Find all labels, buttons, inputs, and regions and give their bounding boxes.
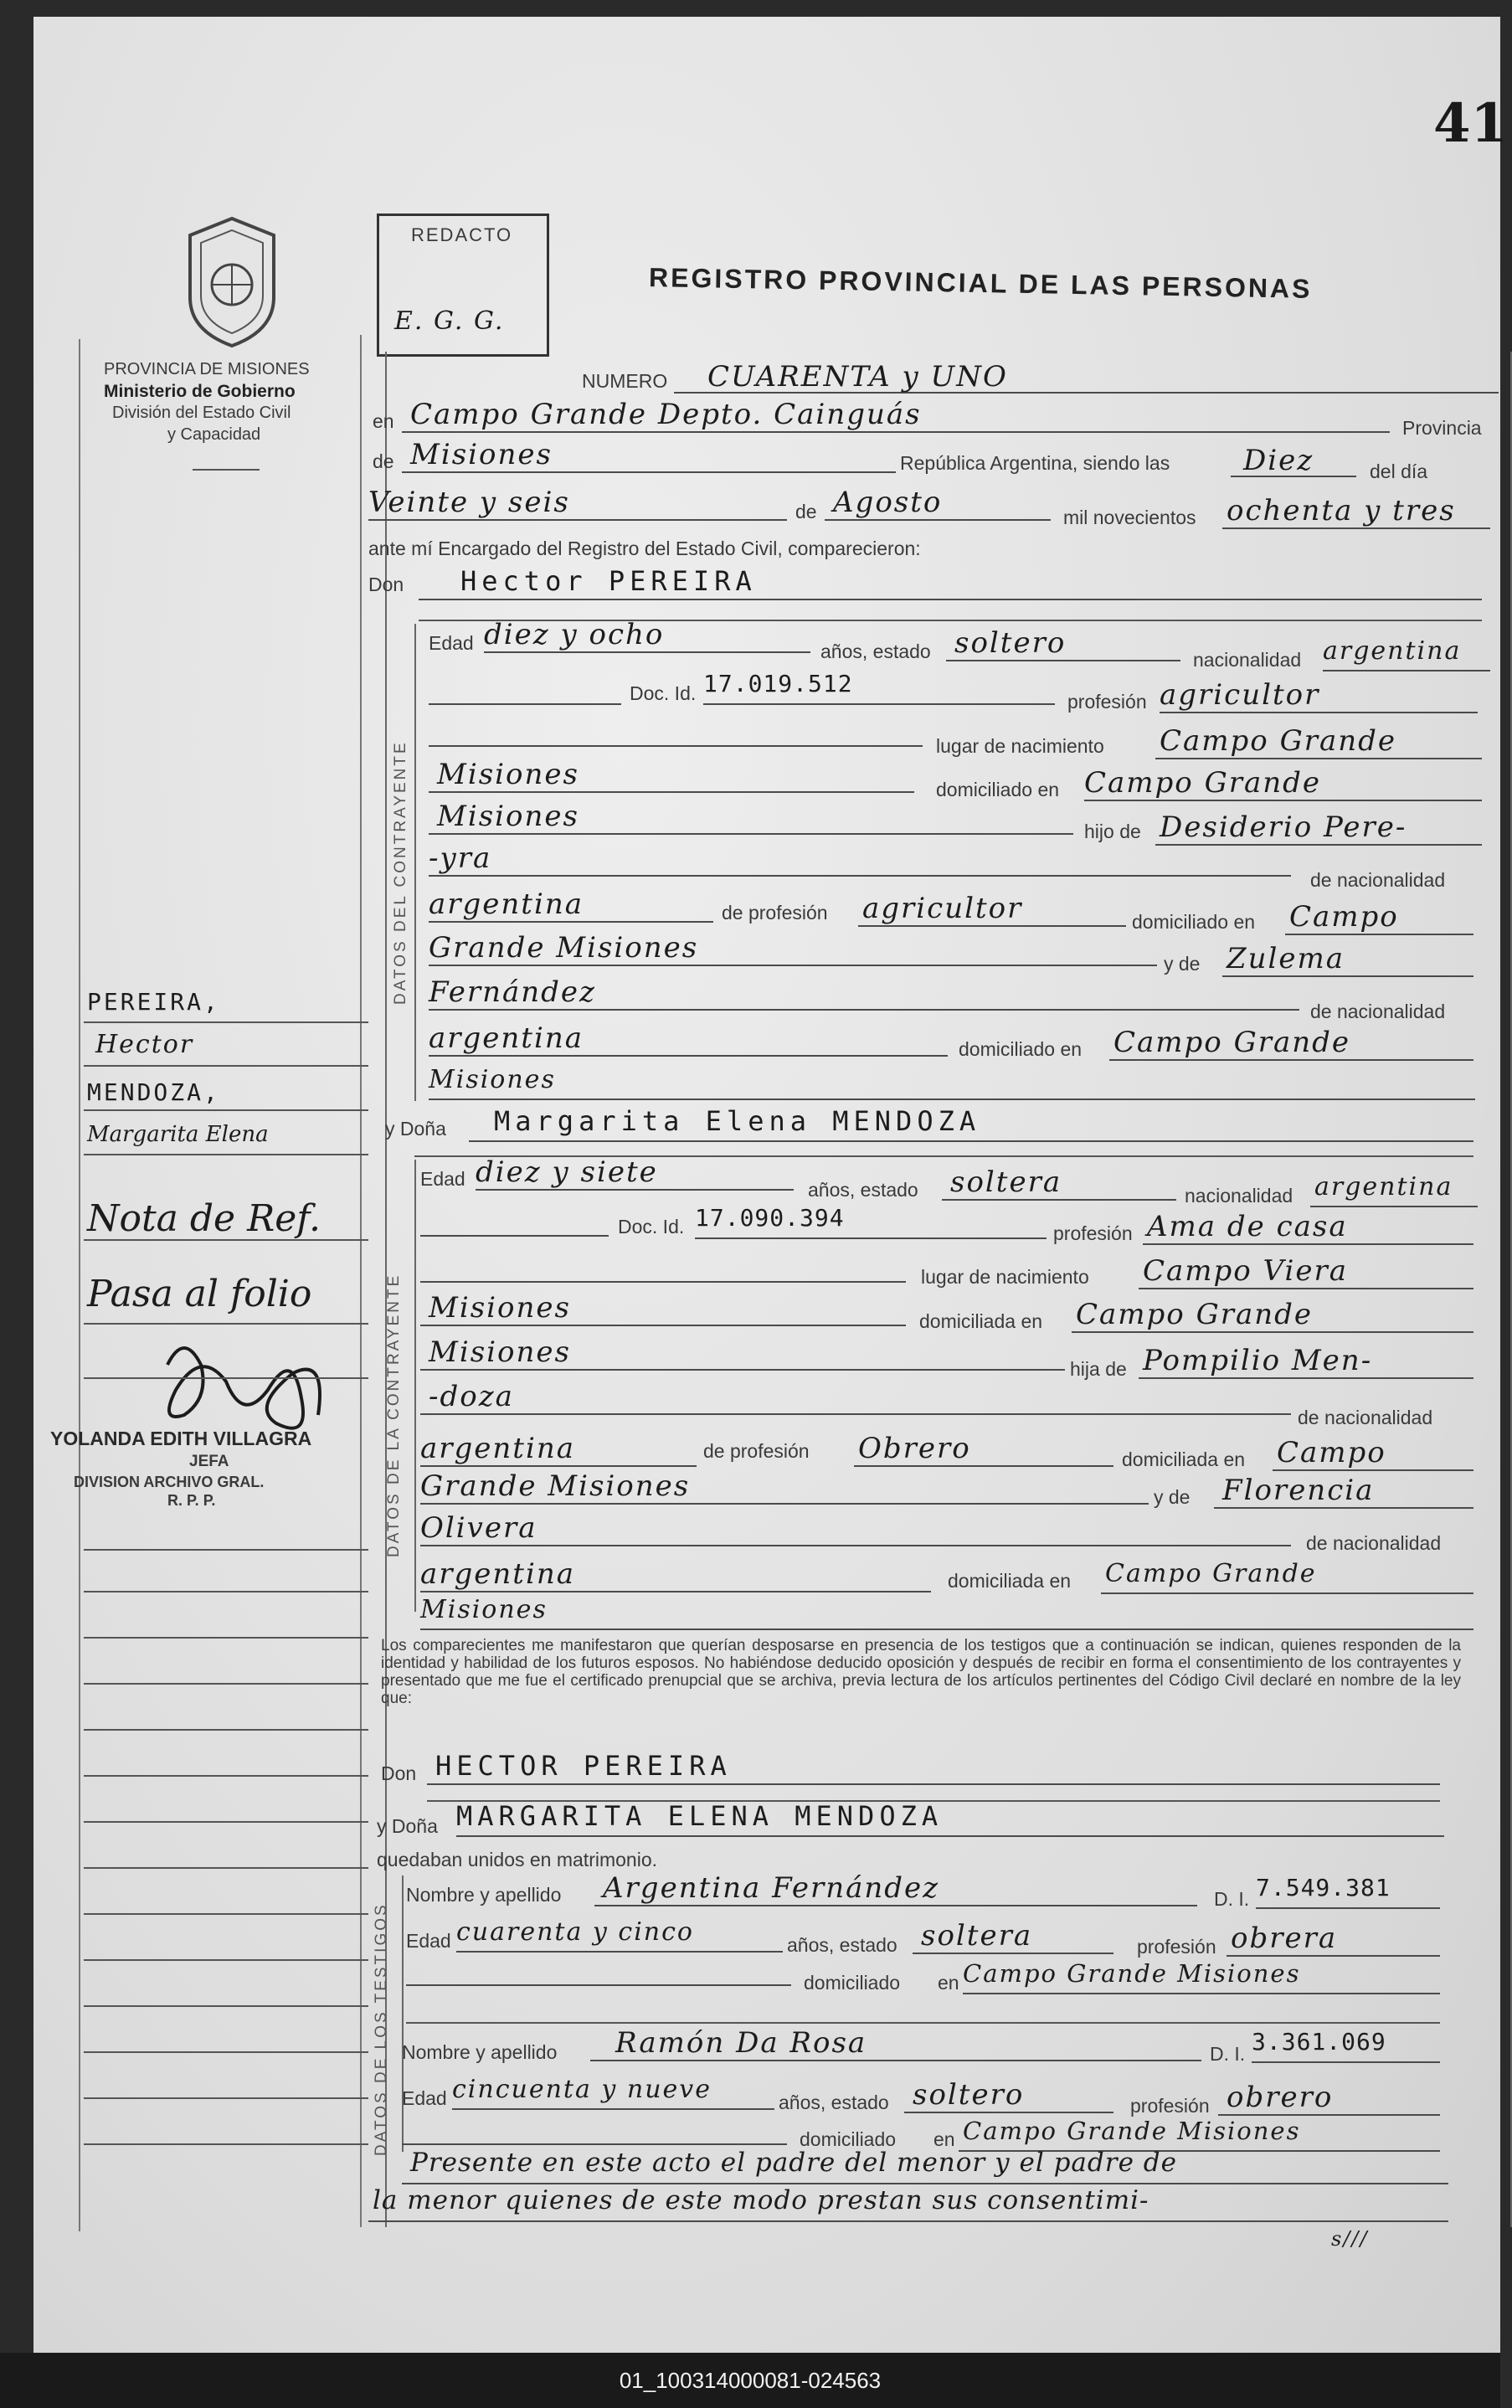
doc1-value: 17.019.512	[703, 670, 853, 697]
dom1b-field	[429, 800, 1073, 835]
ministry-rule	[193, 469, 260, 471]
profesion-label-2: profesión	[1053, 1222, 1133, 1244]
lugar-nac1-value: Campo Grande	[1160, 724, 1397, 758]
lugar-field	[402, 398, 1390, 433]
t1-prof-value: obrera	[1231, 1922, 1338, 1955]
t2-dom-blank	[402, 2118, 787, 2145]
t1-edad-value: cuarenta y cinco	[456, 1917, 694, 1947]
ministry-capacity: y Capacidad	[167, 425, 261, 444]
madre2-nac-value: argentina	[420, 1557, 576, 1591]
ante-label: ante mí Encargado del Registro del Estado Civil, comparecieron:	[368, 538, 921, 559]
nacionalidad-label: nacionalidad	[1193, 649, 1302, 671]
padre1-domb-field	[429, 931, 1157, 966]
margin-line	[84, 2051, 368, 2053]
y-dona-final-label: y Doña	[377, 1815, 438, 1837]
hija-de-label: hija de	[1070, 1358, 1127, 1380]
padre1-value: Desiderio Pere-	[1160, 810, 1407, 844]
lugar-nac2b-field	[420, 1291, 906, 1326]
t2-di-field	[1252, 2028, 1440, 2063]
dom2-value: Campo Grande	[1076, 1298, 1314, 1331]
madre1-dom-field	[1109, 1026, 1473, 1061]
page-number: 41	[1433, 92, 1509, 155]
mil-label: mil novecientos	[1063, 507, 1196, 528]
de-profesion-label: de profesión	[722, 902, 828, 924]
prof1-field	[1160, 678, 1478, 713]
t2-edad-value: cincuenta y nueve	[452, 2075, 712, 2104]
signer-role: JEFA	[189, 1453, 229, 1470]
continua-mark: s///	[1331, 2227, 1369, 2251]
provincia-field	[402, 438, 896, 473]
lugar-nac2-blank	[420, 1256, 906, 1283]
de-nacionalidad-label-4: de nacionalidad	[1306, 1532, 1442, 1554]
edad1-field	[484, 618, 810, 653]
quedaban-label: quedaban unidos en matrimonio.	[377, 1849, 658, 1870]
madre1-nac-value: argentina	[429, 1021, 584, 1055]
de-nacionalidad-label-3: de nacionalidad	[1298, 1407, 1433, 1428]
lugar-nac2-field	[1139, 1254, 1473, 1289]
t1-dom-field	[963, 1959, 1440, 1994]
edad-label-t1: Edad	[406, 1930, 451, 1952]
en-label-t1: en	[938, 1972, 959, 1994]
dom2b-field	[420, 1335, 1065, 1371]
de-mes-label: de	[795, 501, 817, 522]
del-dia-label: del día	[1370, 461, 1428, 482]
coat-of-arms-seal	[177, 214, 286, 352]
edad-label-2: Edad	[420, 1168, 465, 1190]
t2-di-value: 3.361.069	[1252, 2028, 1386, 2056]
nota-line-1-text: Presente en este acto el padre del menor y el padre de	[410, 2148, 1177, 2178]
mes-field	[825, 486, 1051, 521]
provincia-value: Misiones	[410, 438, 553, 471]
testigos-bracket	[402, 1875, 404, 2152]
don-final-value: HECTOR PEREIRA	[435, 1750, 732, 1782]
numero-field	[674, 360, 1499, 394]
nombre-apellido-label: Nombre y apellido	[406, 1884, 562, 1906]
dom2-field	[1072, 1298, 1473, 1333]
don-label: Don	[368, 574, 404, 595]
t1-di-field	[1256, 1874, 1440, 1909]
lugar-nac-label: lugar de nacimiento	[936, 735, 1104, 757]
margin-note-folio: Pasa al folio	[87, 1273, 312, 1315]
document-page	[33, 17, 1509, 2353]
don-field	[419, 565, 1482, 600]
margin-line	[84, 1154, 368, 1155]
padre1-domb-value: Grande Misiones	[429, 931, 699, 965]
domiciliada-en-label-2: domiciliada en	[1122, 1448, 1246, 1470]
t1-dom-value: Campo Grande Misiones	[963, 1959, 1301, 1988]
profesion-label: profesión	[1067, 691, 1147, 713]
profesion-label-t1: profesión	[1137, 1936, 1216, 1958]
margin-line	[84, 1775, 368, 1777]
margin-line	[84, 1323, 368, 1325]
de-profesion-label-2: de profesión	[703, 1440, 810, 1462]
margin-line	[84, 1591, 368, 1592]
dia-value: Veinte y seis	[368, 486, 570, 519]
y-de-label-2: y de	[1154, 1486, 1191, 1508]
don-final-label: Don	[381, 1762, 417, 1784]
t2-estado-field	[904, 2078, 1113, 2113]
padre1b-field	[429, 841, 1291, 877]
padre1-nac-field	[429, 888, 713, 923]
edad2-field	[476, 1155, 794, 1191]
margin-line	[84, 2005, 368, 2007]
t2-nombre-field	[590, 2026, 1201, 2061]
padre1-prof-field	[858, 892, 1126, 927]
padre2-prof-field	[854, 1432, 1113, 1467]
madre2b-field	[420, 1511, 1291, 1546]
padre2-dom-value: Campo	[1277, 1436, 1386, 1469]
margin-note-ref: Nota de Ref.	[87, 1197, 321, 1240]
datos-testigos-label: DATOS DE LOS TESTIGOS	[373, 1902, 390, 2156]
document-title: REGISTRO PROVINCIAL DE LAS PERSONAS	[648, 262, 1313, 304]
padre2-domb-field	[420, 1469, 1149, 1505]
t1-nombre-field	[594, 1871, 1197, 1906]
y-de-label: y de	[1164, 953, 1201, 975]
anos-estado-label-2: años, estado	[808, 1179, 918, 1201]
legal-paragraph: Los comparecientes me manifestaron que querían desposarse en presencia de los testigos que a continuación se indican, quienes responden de la identidad y habilidad de los futuros esposos. No habiéndose deducido oposición y después de recibir en forma el consentimiento de los contrayentes y presentado que me fue el certificado prenupcial que se archiva, previa lectura de los artículos pertinentes del Código Civil declaré en nombre de la ley que:	[381, 1637, 1461, 1707]
nacionalidad-label-2: nacionalidad	[1185, 1185, 1293, 1207]
hora-field	[1231, 444, 1356, 477]
margin-line	[84, 1377, 368, 1379]
madre1-nac-field	[429, 1021, 948, 1057]
t1-prof-field	[1227, 1922, 1440, 1957]
madre2b-value: Olivera	[420, 1511, 537, 1545]
t2-prof-field	[1218, 2081, 1440, 2116]
madre1-field	[1222, 942, 1473, 977]
margin-surname-1: PEREIRA,	[87, 988, 220, 1016]
padre2-domb-value: Grande Misiones	[420, 1469, 691, 1503]
madre2-dom-field	[1101, 1559, 1473, 1594]
padre1-dom-value: Campo	[1289, 900, 1399, 934]
contrayenta-bracket	[414, 1160, 416, 1612]
domiciliado-label-t2: domiciliado	[800, 2128, 897, 2150]
madre2-nac-field	[420, 1557, 931, 1592]
dom1-value: Campo Grande	[1084, 766, 1322, 800]
doc-label-2: Doc. Id.	[618, 1216, 685, 1237]
datos-contrayente-label: DATOS DEL CONTRAYENTE	[392, 740, 409, 1005]
republica-label: República Argentina, siendo las	[900, 452, 1170, 474]
margin-name-1: Hector	[95, 1030, 194, 1059]
en-label-t2: en	[933, 2128, 955, 2150]
margin-rule-right	[360, 335, 362, 2227]
margin-line	[84, 1729, 368, 1731]
estado2-value: soltera	[950, 1165, 1062, 1199]
padre1b-value: -yra	[429, 841, 492, 875]
signer-name: YOLANDA EDITH VILLAGRA	[50, 1428, 312, 1449]
madre2-domb-field	[420, 1595, 1473, 1630]
en-label: en	[373, 410, 394, 432]
t1-edad-field	[456, 1917, 783, 1953]
hijo-de-label: hijo de	[1084, 821, 1141, 842]
dona-field	[469, 1105, 1473, 1142]
margin-rule-left	[79, 339, 80, 2231]
domiciliado-label-t1: domiciliado	[804, 1972, 901, 1994]
profesion-label-t2: profesión	[1130, 2095, 1210, 2117]
mes-value: Agosto	[833, 486, 943, 519]
margin-line	[84, 1637, 368, 1639]
lugar-nac1-blank	[429, 720, 923, 747]
t1-estado-value: soltera	[921, 1919, 1033, 1953]
edad2-value: diez y siete	[476, 1155, 658, 1189]
redacto-stamp	[377, 214, 549, 357]
nota-line-2	[368, 2185, 1448, 2222]
anos-estado-label-t2: años, estado	[779, 2092, 889, 2113]
de-nacionalidad-label-2: de nacionalidad	[1310, 1001, 1446, 1022]
madre1-value: Zulema	[1227, 942, 1345, 975]
nota-line-1	[402, 2148, 1448, 2184]
domiciliado-en-label-2: domiciliado en	[1132, 911, 1256, 933]
de-label: de	[373, 450, 394, 472]
prof2-field	[1143, 1210, 1473, 1245]
prof2-value: Ama de casa	[1147, 1210, 1348, 1243]
edad-label: Edad	[429, 632, 474, 654]
madre1-domb-value: Misiones	[429, 1065, 556, 1094]
padre2-field	[1139, 1344, 1473, 1379]
redacto-label: REDACTO	[411, 224, 513, 245]
t2-edad-field	[452, 2075, 774, 2110]
domiciliada-en-label: domiciliada en	[919, 1310, 1043, 1332]
dona-final-value: MARGARITA ELENA MENDOZA	[456, 1800, 944, 1832]
margin-line	[84, 1913, 368, 1915]
nac2-value: argentina	[1314, 1172, 1453, 1201]
doc2-value: 17.090.394	[695, 1204, 845, 1232]
numero-label: NUMERO	[582, 370, 668, 392]
nac1-value: argentina	[1323, 636, 1462, 666]
margin-line	[84, 1239, 368, 1241]
contrayente-bracket	[414, 624, 416, 1101]
datos-contrayenta-label: DATOS DE LA CONTRAYENTE	[385, 1273, 403, 1557]
ministry-division: División del Estado Civil	[112, 404, 291, 422]
nac1-field	[1323, 636, 1490, 671]
t2-prof-value: obrero	[1227, 2081, 1334, 2114]
y-dona-label: y Doña	[385, 1118, 446, 1140]
madre1b-field	[429, 975, 1299, 1011]
margin-line	[84, 2097, 368, 2099]
padre2-prof-value: Obrero	[858, 1432, 971, 1465]
madre2-field	[1214, 1474, 1473, 1509]
t2-estado-value: soltero	[913, 2078, 1025, 2112]
doc1-field	[703, 670, 1055, 705]
testigo-separator	[406, 2022, 1440, 2024]
padre2b-field	[420, 1380, 1291, 1415]
padre2-dom-field	[1273, 1436, 1473, 1471]
provincia-label: Provincia	[1402, 417, 1482, 439]
dom1-field	[1084, 766, 1482, 801]
redacto-initials: E. G. G.	[394, 306, 505, 336]
lugar-nac1b-value: Misiones	[437, 758, 579, 791]
estado1-field	[946, 626, 1180, 661]
margin-line	[84, 1959, 368, 1961]
padre2-value: Pompilio Men-	[1143, 1344, 1373, 1377]
domiciliado-en-label-3: domiciliado en	[959, 1038, 1083, 1060]
margin-line	[84, 1109, 368, 1111]
prof1-value: agricultor	[1160, 678, 1320, 712]
madre1b-value: Fernández	[429, 975, 596, 1009]
margin-line	[84, 1867, 368, 1869]
doc2-field	[695, 1204, 1047, 1239]
signer-department-2: R. P. P.	[167, 1492, 216, 1509]
madre1-dom-value: Campo Grande	[1113, 1026, 1351, 1059]
dona-final-field	[456, 1800, 1444, 1837]
estado2-field	[942, 1165, 1176, 1201]
margin-line	[84, 1821, 368, 1823]
signer-department: DIVISION ARCHIVO GRAL.	[74, 1474, 265, 1490]
t2-dom-value: Campo Grande Misiones	[963, 2117, 1301, 2145]
padre2b-value: -doza	[429, 1380, 514, 1413]
di-label: D. I.	[1214, 1888, 1250, 1910]
t2-nombre-value: Ramón Da Rosa	[615, 2026, 867, 2060]
doc-label: Doc. Id.	[630, 682, 697, 704]
domiciliada-en-label-3: domiciliada en	[948, 1570, 1072, 1592]
nombre-apellido-label-2: Nombre y apellido	[402, 2041, 558, 2063]
hora-value: Diez	[1243, 444, 1314, 477]
anio-value: ochenta y tres	[1227, 494, 1456, 527]
margin-name-2: Margarita Elena	[87, 1122, 269, 1147]
lugar-nac1-field	[1155, 724, 1482, 759]
padre1-field	[1155, 810, 1482, 846]
image-filename-caption: 01_100314000081-024563	[0, 2353, 1500, 2408]
margin-line	[84, 1683, 368, 1685]
margin-surname-2: MENDOZA,	[87, 1078, 220, 1106]
don-final-field	[427, 1750, 1440, 1785]
madre2-domb-value: Misiones	[420, 1595, 548, 1624]
padre2-nac-value: argentina	[420, 1432, 576, 1465]
padre1-prof-value: agricultor	[862, 892, 1023, 925]
edad1-value: diez y ocho	[484, 618, 665, 651]
di-label-2: D. I.	[1210, 2043, 1246, 2065]
de-nacionalidad-label: de nacionalidad	[1310, 869, 1446, 891]
lugar-nac-label-2: lugar de nacimiento	[921, 1266, 1089, 1288]
estado1-value: soltero	[954, 626, 1067, 660]
padre1-dom-field	[1285, 900, 1473, 935]
madre1-domb-field	[429, 1065, 1475, 1100]
lugar-value: Campo Grande Depto. Cainguás	[410, 398, 922, 431]
margin-line	[84, 2143, 368, 2145]
nota-line-2-text: la menor quienes de este modo prestan sus consentimi-	[373, 2185, 1149, 2215]
t1-di-value: 7.549.381	[1256, 1874, 1391, 1901]
edad-label-t2: Edad	[402, 2087, 447, 2109]
t2-dom-field	[959, 2117, 1440, 2152]
numero-value: CUARENTA y UNO	[707, 360, 1008, 394]
margin-line	[84, 1549, 368, 1551]
margin-line	[84, 1021, 368, 1023]
madre2-dom-value: Campo Grande	[1105, 1559, 1317, 1588]
don-value: Hector PEREIRA	[460, 565, 757, 597]
lugar-nac2b-value: Misiones	[429, 1291, 571, 1325]
t1-nombre-value: Argentina Fernández	[603, 1871, 940, 1905]
doc2-blank	[420, 1210, 609, 1237]
lugar-nac2-value: Campo Viera	[1143, 1254, 1349, 1288]
anos-estado-label: años, estado	[820, 641, 931, 662]
dom2b-value: Misiones	[429, 1335, 571, 1369]
t1-estado-field	[913, 1919, 1113, 1954]
padre1-nac-value: argentina	[429, 888, 584, 921]
dona-value: Margarita Elena MENDOZA	[494, 1105, 981, 1137]
nac2-field	[1310, 1172, 1478, 1207]
ministry-province: PROVINCIA DE MISIONES	[104, 360, 310, 378]
margin-line	[84, 1065, 368, 1067]
lugar-nac1b-field	[429, 758, 914, 793]
padre2-nac-field	[420, 1432, 697, 1467]
madre2-value: Florencia	[1222, 1474, 1375, 1507]
dia-field	[368, 486, 787, 521]
anio-field	[1222, 494, 1490, 529]
anos-estado-label-t1: años, estado	[787, 1934, 897, 1956]
dom1b-value: Misiones	[437, 800, 579, 833]
doc1-blank	[429, 678, 621, 705]
t1-dom-blank	[406, 1959, 791, 1986]
domiciliado-en-label: domiciliado en	[936, 779, 1060, 800]
ministry-name: Ministerio de Gobierno	[104, 382, 296, 401]
